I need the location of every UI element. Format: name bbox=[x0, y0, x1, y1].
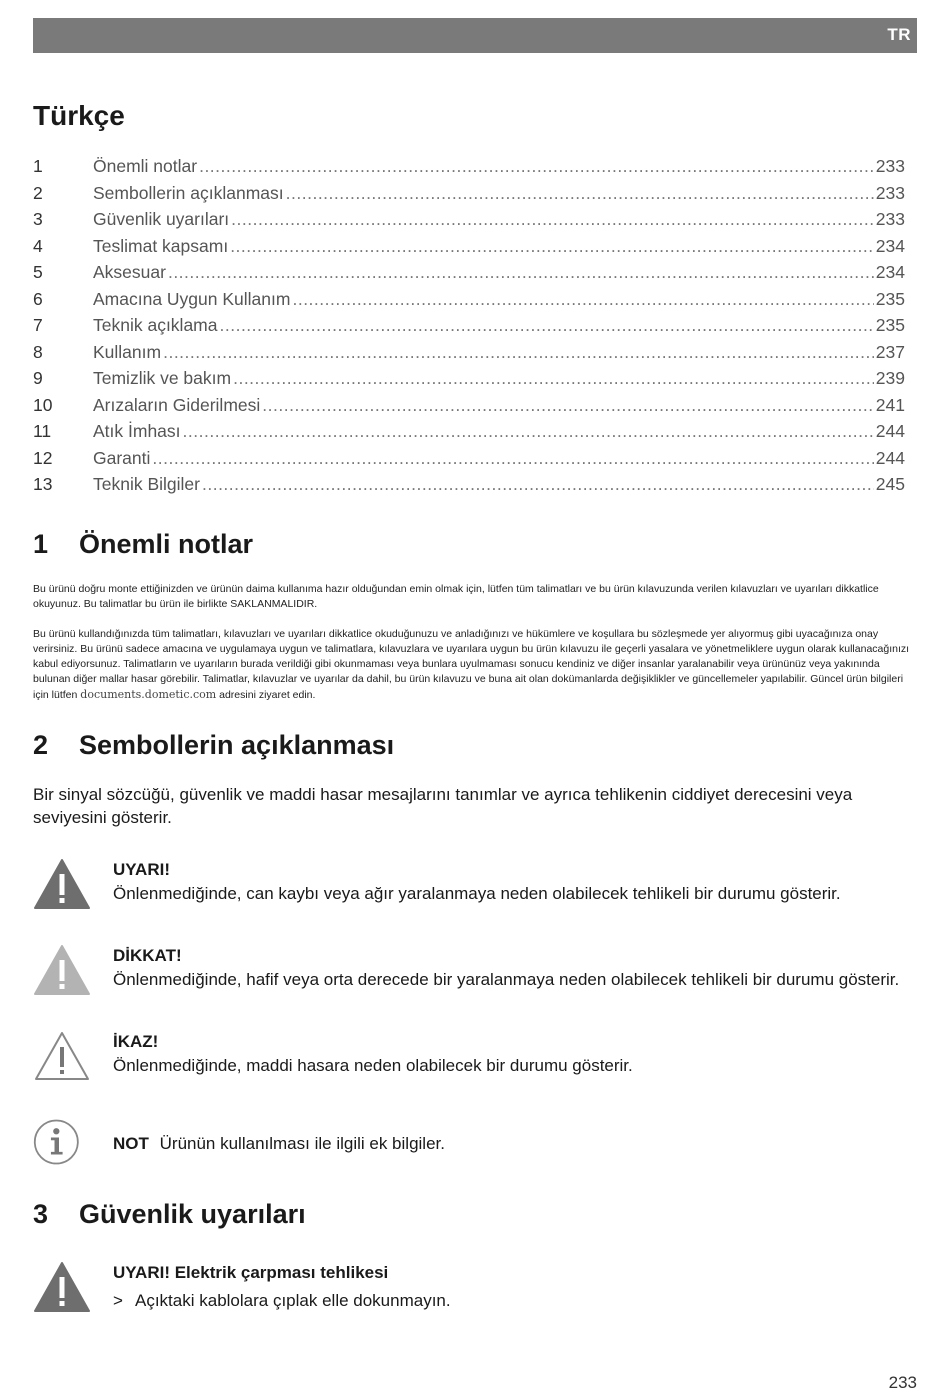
toc-leader-dots bbox=[292, 289, 873, 310]
symbol-text: Önlenmediğinde, can kaybı veya ağır yaralanmaya neden olabilecek tehlikeli bir durumu gösterir. bbox=[113, 884, 841, 903]
paragraph-text: Bu ürünü kullandığınızda tüm talimatları, kılavuzları ve uyarıları dikkatlice okuduğunuzu ve anladığınızı ve hükümlere ve koşullara bu sözleşmede yer alıyormuş gibi uyacağınıza onay verirsiniz. Bu ürünü sadece amacına ve uygulamaya uygun ve talimatlara, kılavuzlara ve uyarılara uygun bu ürün kılavuzu ile geçerli yasalara ve yönetmeliklere uygun olarak kullanacağınızı kabul ediyorsunuz. Talimatların ve uyarıların burada verildiği gibi okunmaması veya bunlara uyulmaması sonucu kendiniz ve diğer insanlar yaralanabilir veya ürününüz veya yakınında bulunan diğer mallar hasar görebilir. Talimatlar, kılavuzlar ve uyarılar da dahil, bu ürün kılavuzu ve buna ait olan dokümanlarda değişiklikler ve güncellemeler yapılabilir. Güncel ürün bilgileri için lütfen bbox=[33, 628, 910, 701]
section-2-heading bbox=[33, 730, 394, 761]
toc-number: 7 bbox=[33, 315, 43, 335]
chevron-right-icon: > bbox=[113, 1291, 123, 1310]
toc-entry[interactable] bbox=[33, 262, 905, 289]
warning-triangle-dark-icon bbox=[33, 858, 91, 910]
toc-number: 2 bbox=[33, 182, 43, 203]
section-3-heading bbox=[33, 1199, 306, 1230]
symbol-label: UYARI! bbox=[113, 860, 170, 879]
language-code: TR bbox=[887, 25, 911, 44]
toc-page-number: 235 bbox=[875, 288, 905, 309]
toc-number: 8 bbox=[33, 341, 43, 362]
note-text: Ürünün kullanılması ile ilgili ek bilgiler. bbox=[159, 1134, 445, 1153]
toc-page-number: 239 bbox=[875, 368, 905, 388]
toc-number: 12 bbox=[33, 447, 53, 468]
toc-entry[interactable] bbox=[33, 315, 905, 342]
toc-number: 3 bbox=[33, 209, 43, 229]
table-of-contents bbox=[33, 156, 905, 501]
toc-number: 10 bbox=[33, 394, 53, 415]
toc-leader-dots bbox=[183, 421, 874, 442]
toc-entry[interactable] bbox=[33, 448, 905, 475]
symbol-label: DİKKAT! bbox=[113, 946, 182, 965]
toc-leader-dots bbox=[199, 156, 874, 177]
toc-entry[interactable] bbox=[33, 236, 905, 263]
toc-page-number: 233 bbox=[875, 182, 905, 203]
header-bar bbox=[33, 18, 917, 53]
list-item-text: Açıktaki kablolara çıplak elle dokunmayın. bbox=[135, 1291, 451, 1310]
toc-number: 4 bbox=[33, 235, 43, 256]
toc-title: Teknik açıklama bbox=[93, 315, 218, 335]
toc-page-number: 235 bbox=[875, 315, 905, 335]
toc-page-number: 241 bbox=[875, 394, 905, 415]
toc-page-number: 244 bbox=[875, 421, 905, 441]
toc-title: Arızaların Giderilmesi bbox=[93, 394, 261, 415]
toc-title: Aksesuar bbox=[93, 262, 166, 282]
toc-page-number: 244 bbox=[875, 447, 905, 468]
toc-number: 13 bbox=[33, 474, 53, 494]
page-title: Türkçe bbox=[33, 100, 125, 131]
toc-entry[interactable] bbox=[33, 289, 905, 316]
toc-entry[interactable] bbox=[33, 209, 905, 236]
section-number: 2 bbox=[33, 730, 49, 760]
caution-triangle-light-icon bbox=[33, 944, 91, 996]
section-2-intro: Bir sinyal sözcüğü, güvenlik ve maddi hasar mesajlarını tanımlar ve ayrıca tehlikenin ciddiyet derecesini veya seviyesini gösterir. bbox=[33, 785, 853, 827]
toc-leader-dots bbox=[163, 342, 874, 363]
symbol-text: Önlenmediğinde, hafif veya orta derecede bir yaralanmaya neden olabilecek tehlikeli bir durumu gösterir. bbox=[113, 970, 900, 989]
toc-leader-dots bbox=[233, 368, 874, 389]
toc-page-number: 233 bbox=[875, 156, 905, 176]
paragraph-text-end: adresini ziyaret edin. bbox=[219, 689, 316, 701]
toc-title: Amacına Uygun Kullanım bbox=[93, 288, 291, 309]
section-1-paragraph-1: Bu ürünü doğru monte ettiğinizden ve ürünün daima kullanıma hazır olduğundan emin olmak için, lütfen tüm talimatları ve bu ürün kılavuzunda verilen kılavuzları ve uyarıları dikkatlice okuyunuz. Bu talimatlar bu ürün ile birlikte SAKLANMALIDIR. bbox=[33, 583, 879, 610]
section-1-paragraph-2 bbox=[33, 627, 913, 703]
toc-title: Güvenlik uyarıları bbox=[93, 209, 230, 229]
section-number: 1 bbox=[33, 529, 49, 559]
toc-entry[interactable] bbox=[33, 342, 905, 369]
info-icon bbox=[33, 1116, 85, 1168]
note-label: NOT bbox=[113, 1134, 149, 1153]
toc-leader-dots bbox=[152, 448, 873, 469]
toc-entry[interactable] bbox=[33, 421, 905, 448]
toc-page-number: 233 bbox=[875, 209, 905, 229]
list-item bbox=[113, 1291, 451, 1311]
symbol-text: Önlenmediğinde, maddi hasara neden olabilecek bir durumu gösterir. bbox=[113, 1056, 633, 1075]
toc-page-number: 234 bbox=[875, 262, 905, 282]
section-title: Sembollerin açıklanması bbox=[79, 730, 395, 760]
toc-title: Atık İmhası bbox=[93, 421, 181, 441]
toc-leader-dots bbox=[286, 183, 874, 204]
toc-leader-dots bbox=[262, 395, 874, 416]
documents-link[interactable]: documents.dometic.com bbox=[80, 688, 217, 701]
toc-title: Önemli notlar bbox=[93, 156, 198, 176]
warning-triangle-dark-icon bbox=[33, 1261, 91, 1313]
toc-title: Garanti bbox=[93, 447, 151, 468]
symbol-label: İKAZ! bbox=[113, 1032, 159, 1051]
toc-leader-dots bbox=[202, 474, 874, 495]
toc-page-number: 237 bbox=[875, 341, 905, 362]
toc-leader-dots bbox=[231, 209, 874, 230]
toc-entry[interactable] bbox=[33, 368, 905, 395]
toc-leader-dots bbox=[168, 262, 874, 283]
toc-number: 6 bbox=[33, 288, 43, 309]
toc-number: 11 bbox=[33, 421, 52, 441]
section-title: Önemli notlar bbox=[79, 529, 254, 559]
toc-entry[interactable] bbox=[33, 156, 905, 183]
warning-label: UYARI! Elektrik çarpması tehlikesi bbox=[113, 1263, 389, 1282]
section-number: 3 bbox=[33, 1199, 49, 1229]
toc-leader-dots bbox=[220, 315, 874, 336]
toc-leader-dots bbox=[230, 236, 874, 257]
toc-entry[interactable] bbox=[33, 474, 905, 501]
toc-entry[interactable] bbox=[33, 395, 905, 422]
toc-title: Temizlik ve bakım bbox=[93, 368, 232, 388]
page-number: 233 bbox=[888, 1373, 917, 1392]
toc-page-number: 234 bbox=[875, 235, 905, 256]
toc-entry[interactable] bbox=[33, 183, 905, 210]
toc-page-number: 245 bbox=[875, 474, 905, 494]
notice-triangle-outline-icon bbox=[33, 1030, 91, 1082]
toc-title: Teslimat kapsamı bbox=[93, 235, 229, 256]
section-1-heading bbox=[33, 529, 253, 560]
toc-number: 1 bbox=[33, 156, 43, 176]
toc-title: Sembollerin açıklanması bbox=[93, 182, 284, 203]
toc-number: 5 bbox=[33, 262, 43, 282]
toc-title: Kullanım bbox=[93, 341, 162, 362]
toc-title: Teknik Bilgiler bbox=[93, 474, 200, 494]
toc-number: 9 bbox=[33, 368, 43, 388]
section-title: Güvenlik uyarıları bbox=[79, 1199, 306, 1229]
